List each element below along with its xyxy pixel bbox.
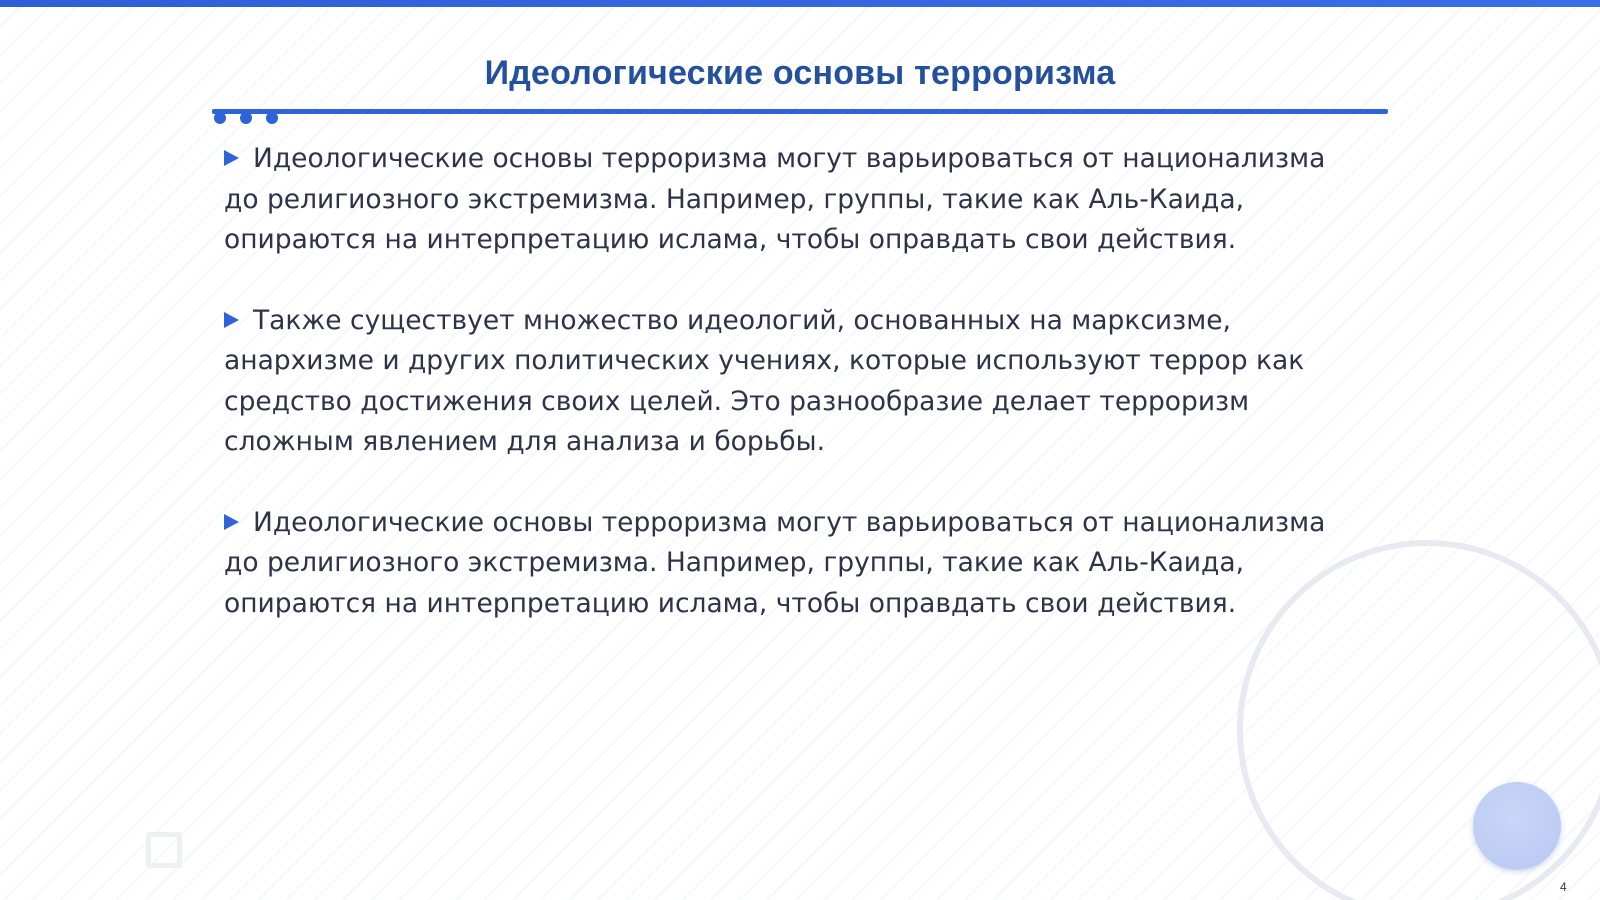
bullet-paragraph (224, 301, 1364, 463)
decorative-square (146, 832, 182, 868)
decorative-dot (266, 112, 278, 124)
page-number: 4 (1560, 880, 1567, 894)
triangle-bullet-icon (224, 312, 239, 328)
triangle-bullet-icon (224, 150, 239, 166)
triangle-bullet-icon (224, 514, 239, 530)
bullet-paragraph (224, 139, 1364, 261)
paragraph-text: Также существует множество идеологий, основанных на марксизме, анархизме и других политических учениях, которые используют террор как средство достижения своих целей. Это разнообразие делает терроризм сложным явлением для анализа и борьбы. (224, 304, 1305, 457)
paragraph-text: Идеологические основы терроризма могут варьироваться от национализма до религиозного экстремизма. Например, группы, такие как Аль-Каида, опираются на интерпретацию ислама, чтобы оправдать свои действия. (224, 506, 1326, 619)
decorative-dot (240, 112, 252, 124)
top-accent-bar (0, 0, 1600, 7)
slide-title: Идеологические основы терроризма (484, 54, 1116, 92)
paragraph-text: Идеологические основы терроризма могут варьироваться от национализма до религиозного экстремизма. Например, группы, такие как Аль-Каида, опираются на интерпретацию ислама, чтобы оправдать свои действия. (224, 143, 1326, 255)
decorative-circle (1473, 782, 1561, 870)
title-underline (212, 109, 1388, 114)
bullet-paragraph (224, 503, 1364, 625)
slide-body (224, 139, 1364, 664)
decorative-dot (214, 112, 226, 124)
